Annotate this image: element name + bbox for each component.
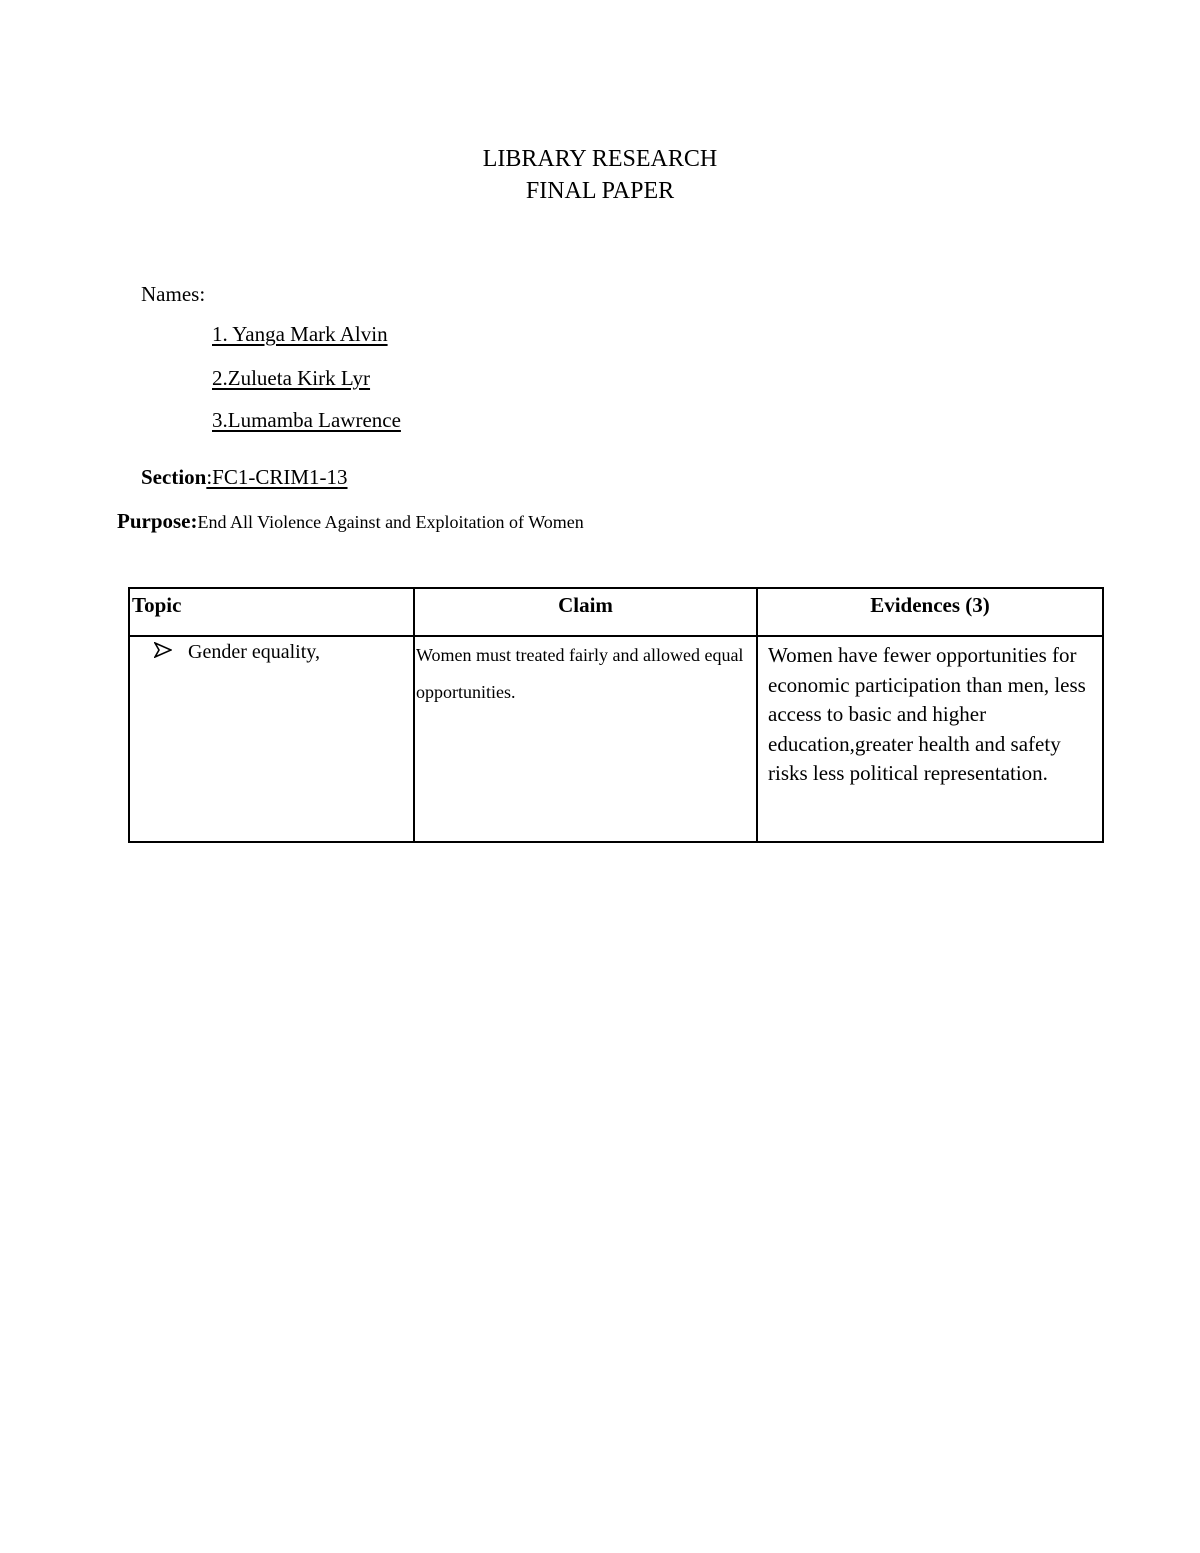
column-header-claim: Claim xyxy=(414,588,757,636)
claim-text: Women must treated fairly and allowed equal opportunities. xyxy=(416,645,744,702)
purpose-value: End All Violence Against and Exploitation of Women xyxy=(197,512,584,532)
section-line xyxy=(141,465,348,490)
name-item: 1. Yanga Mark Alvin xyxy=(212,322,388,346)
name-item: 3.Lumamba Lawrence xyxy=(212,408,401,432)
arrow-bullet-icon xyxy=(154,641,188,664)
purpose-label: Purpose: xyxy=(117,509,198,533)
evidence-text: Women have fewer opportunities for economic participation than men, less access to basic and higher education,greater health and safety risks less political representation. xyxy=(768,643,1086,785)
column-header-topic: Topic xyxy=(129,588,414,636)
table-header-row xyxy=(129,588,1103,636)
section-value: :FC1-CRIM1-13 xyxy=(206,465,348,489)
evidence-cell xyxy=(757,636,1103,842)
purpose-line xyxy=(117,509,584,534)
names-label: Names: xyxy=(141,282,206,306)
column-header-evidences: Evidences (3) xyxy=(757,588,1103,636)
table-row xyxy=(129,636,1103,842)
research-table xyxy=(128,587,1104,843)
document-title: LIBRARY RESEARCH xyxy=(482,146,718,172)
section-label: Section xyxy=(141,465,207,489)
topic-text: Gender equality, xyxy=(188,641,320,663)
claim-cell xyxy=(414,636,757,842)
topic-cell xyxy=(129,636,414,842)
name-item: 2.Zulueta Kirk Lyr xyxy=(212,366,371,390)
document-subtitle: FINAL PAPER xyxy=(525,178,675,204)
